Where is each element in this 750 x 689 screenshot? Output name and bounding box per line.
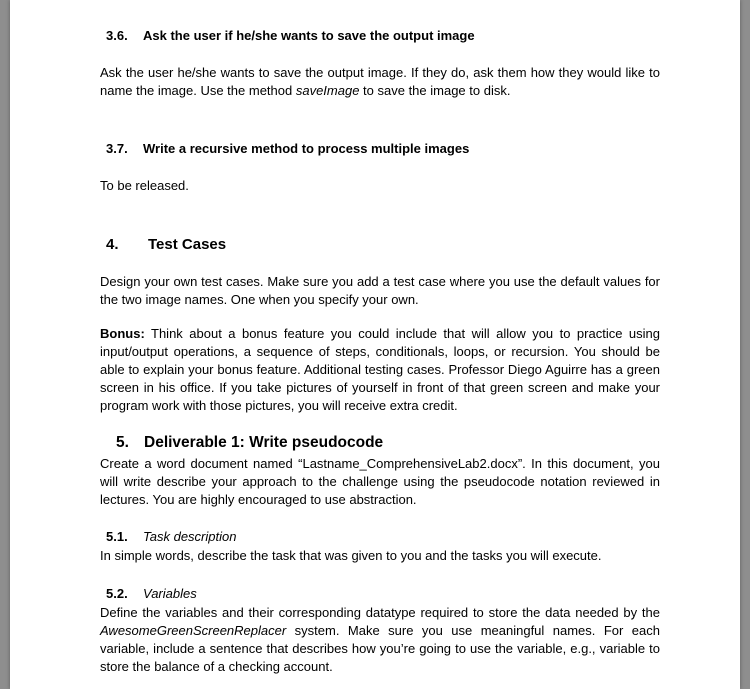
section-title: Ask the user if he/she wants to save the output image (143, 28, 475, 43)
bonus-paragraph (100, 325, 660, 415)
section-title: Test Cases (148, 236, 227, 253)
section-number: 5.1. (106, 529, 128, 544)
system-name: AwesomeGreenScreenReplacer (100, 623, 287, 638)
method-name: saveImage (295, 83, 360, 98)
section-5-2-paragraph (100, 604, 660, 676)
section-title: Deliverable 1: Write pseudocode (144, 434, 384, 451)
section-title: Write a recursive method to process multiple images (143, 141, 470, 156)
section-4-paragraph: Design your own test cases. Make sure you add a test case where you use the default values for the two image names. One when you specify your own. (100, 274, 660, 307)
section-5-1-paragraph: In simple words, describe the task that was given to you and the tasks you will execute. (100, 548, 602, 563)
section-5-paragraph: Create a word document named “Lastname_ComprehensiveLab2.docx”. In this document, you will write describe your approach to the challenge using the pseudocode notation reviewed in lectures. You are highly encouraged to use abstraction. (100, 456, 660, 507)
paragraph-text: to save the image to disk. (359, 83, 511, 98)
section-3-6-paragraph (100, 64, 660, 100)
section-5-1-heading (106, 529, 236, 545)
section-number: 5.2. (106, 586, 128, 601)
section-number: 3.7. (106, 141, 128, 156)
section-title: Task description (143, 529, 237, 544)
paragraph-text: Think about a bonus feature you could include that will allow you to practice using input/output operations, a sequence of steps, conditionals, loops, or recursion. You should be able to explain your bonus feature. Additional testing cases. Professor Diego Aguirre has a green screen in his office. If you take pictures of yourself in front of that green screen and make your program work with those pictures, you will receive extra credit. (100, 326, 660, 413)
section-4-heading (106, 236, 226, 254)
section-number: 5. (116, 434, 129, 451)
bonus-label: Bonus: (100, 326, 145, 341)
section-3-6-heading (106, 28, 475, 44)
section-number: 4. (106, 236, 119, 253)
paragraph-text: system. Make sure you use meaningful names. For each variable, include a sentence that describes how you’re going to use the variable, e.g., variable to store the balance of a checking account. (100, 623, 660, 674)
section-3-7-heading (106, 141, 469, 157)
section-3-7-paragraph: To be released. (100, 178, 189, 193)
document-page (10, 0, 740, 689)
paragraph-text: Ask the user he/she wants to save the output image. If they do, ask them how they would like to name the image. Use the method (100, 65, 660, 98)
section-5-2-heading (106, 586, 197, 602)
section-5-heading (116, 434, 383, 452)
section-number: 3.6. (106, 28, 128, 43)
paragraph-text: Define the variables and their corresponding datatype required to store the data needed by the (100, 605, 660, 620)
section-title: Variables (143, 586, 197, 601)
